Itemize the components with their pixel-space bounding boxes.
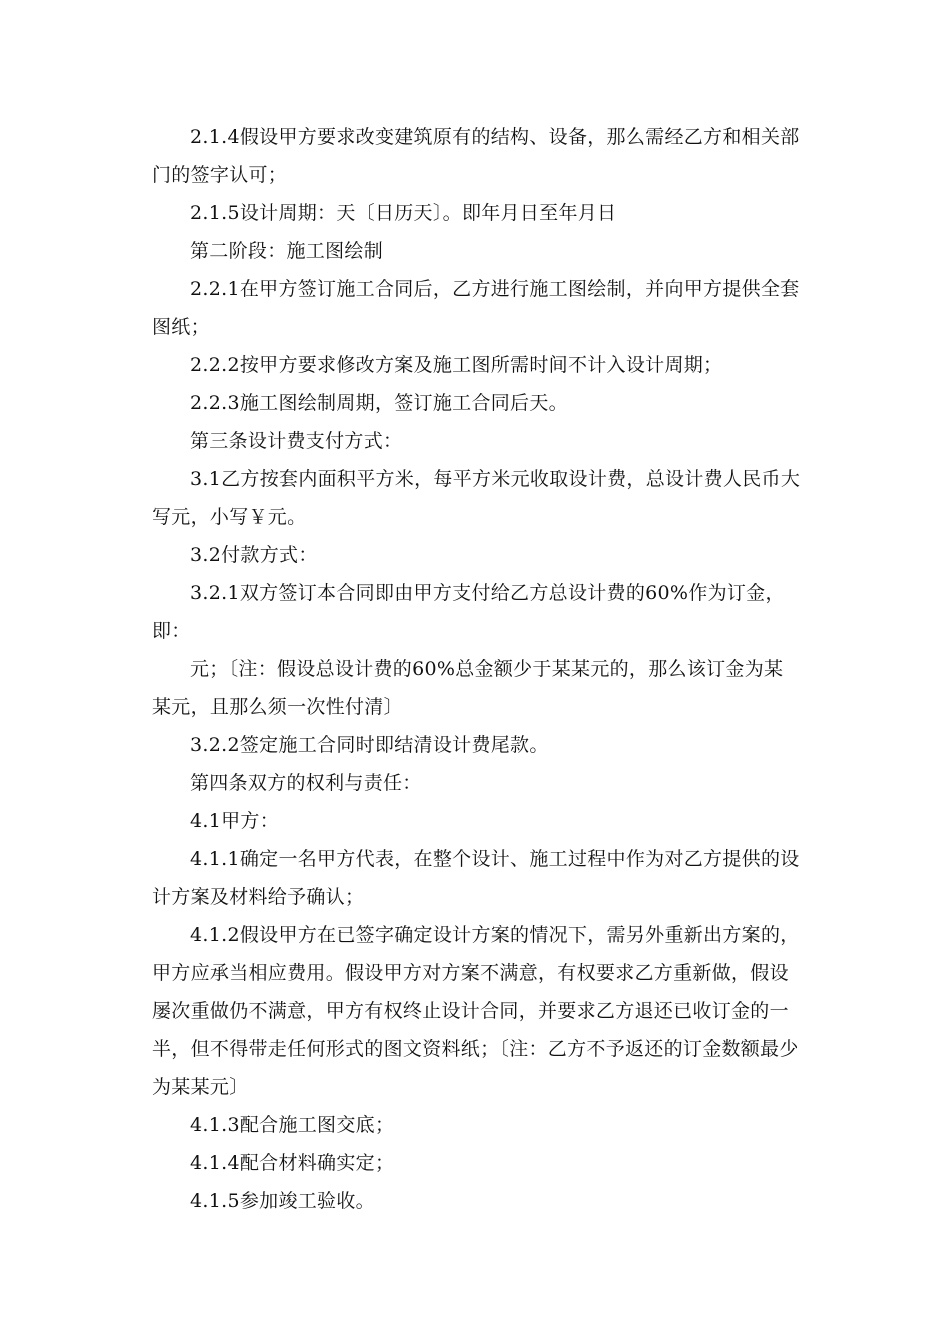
clause-3-2-1: 3.2.1双方签订本合同即由甲方支付给乙方总设计费的60%作为订金，即：	[152, 582, 785, 642]
clause-4-1-2: 4.1.2假设甲方在已签字确定设计方案的情况下，需另外重新出方案的，甲方应承当相应费用。假设甲方对方案不满意，有权要求乙方重新做，假设屡次重做仍不满意，甲方有权终止设计合同，并要求乙方退还已收订金的一半，但不得带走任何形式的图文资料纸；〔注：乙方不予返还的订金数额最少为某某元〕	[152, 924, 800, 1098]
clause-4-1-3: 4.1.3配合施工图交底；	[190, 1114, 395, 1136]
clause-4-1: 4.1甲方：	[190, 810, 280, 832]
clause-2-2-3: 2.2.3施工图绘制周期，签订施工合同后天。	[190, 392, 568, 414]
clause-3-2: 3.2付款方式：	[190, 544, 318, 566]
clause-3-2-1-note: 元；〔注：假设总设计费的60%总金额少于某某元的，那么该订金为某某元，且那么须一次性付清〕	[152, 658, 784, 718]
contract-body	[152, 118, 802, 1220]
article-four-heading: 第四条双方的权利与责任：	[190, 772, 422, 794]
clause-2-1-4: 2.1.4假设甲方要求改变建筑原有的结构、设备，那么需经乙方和相关部门的签字认可；	[152, 126, 800, 186]
clause-2-1-5: 2.1.5设计周期：天〔日历天〕。即年月日至年月日	[190, 202, 617, 224]
clause-4-1-4: 4.1.4配合材料确实定；	[190, 1152, 395, 1174]
clause-4-1-5: 4.1.5参加竣工验收。	[190, 1190, 375, 1212]
clause-2-2-2: 2.2.2按甲方要求修改方案及施工图所需时间不计入设计周期；	[190, 354, 723, 376]
clause-3-2-2: 3.2.2签定施工合同时即结清设计费尾款。	[190, 734, 549, 756]
stage-two-heading: 第二阶段：施工图绘制	[190, 240, 384, 262]
clause-3-1: 3.1乙方按套内面积平方米，每平方米元收取设计费，总设计费人民币大写元，小写￥元。	[152, 468, 801, 528]
clause-2-2-1: 2.2.1在甲方签订施工合同后，乙方进行施工图绘制，并向甲方提供全套图纸；	[152, 278, 800, 338]
clause-4-1-1: 4.1.1确定一名甲方代表，在整个设计、施工过程中作为对乙方提供的设计方案及材料给予确认；	[152, 848, 800, 908]
article-three-heading: 第三条设计费支付方式：	[190, 430, 403, 452]
